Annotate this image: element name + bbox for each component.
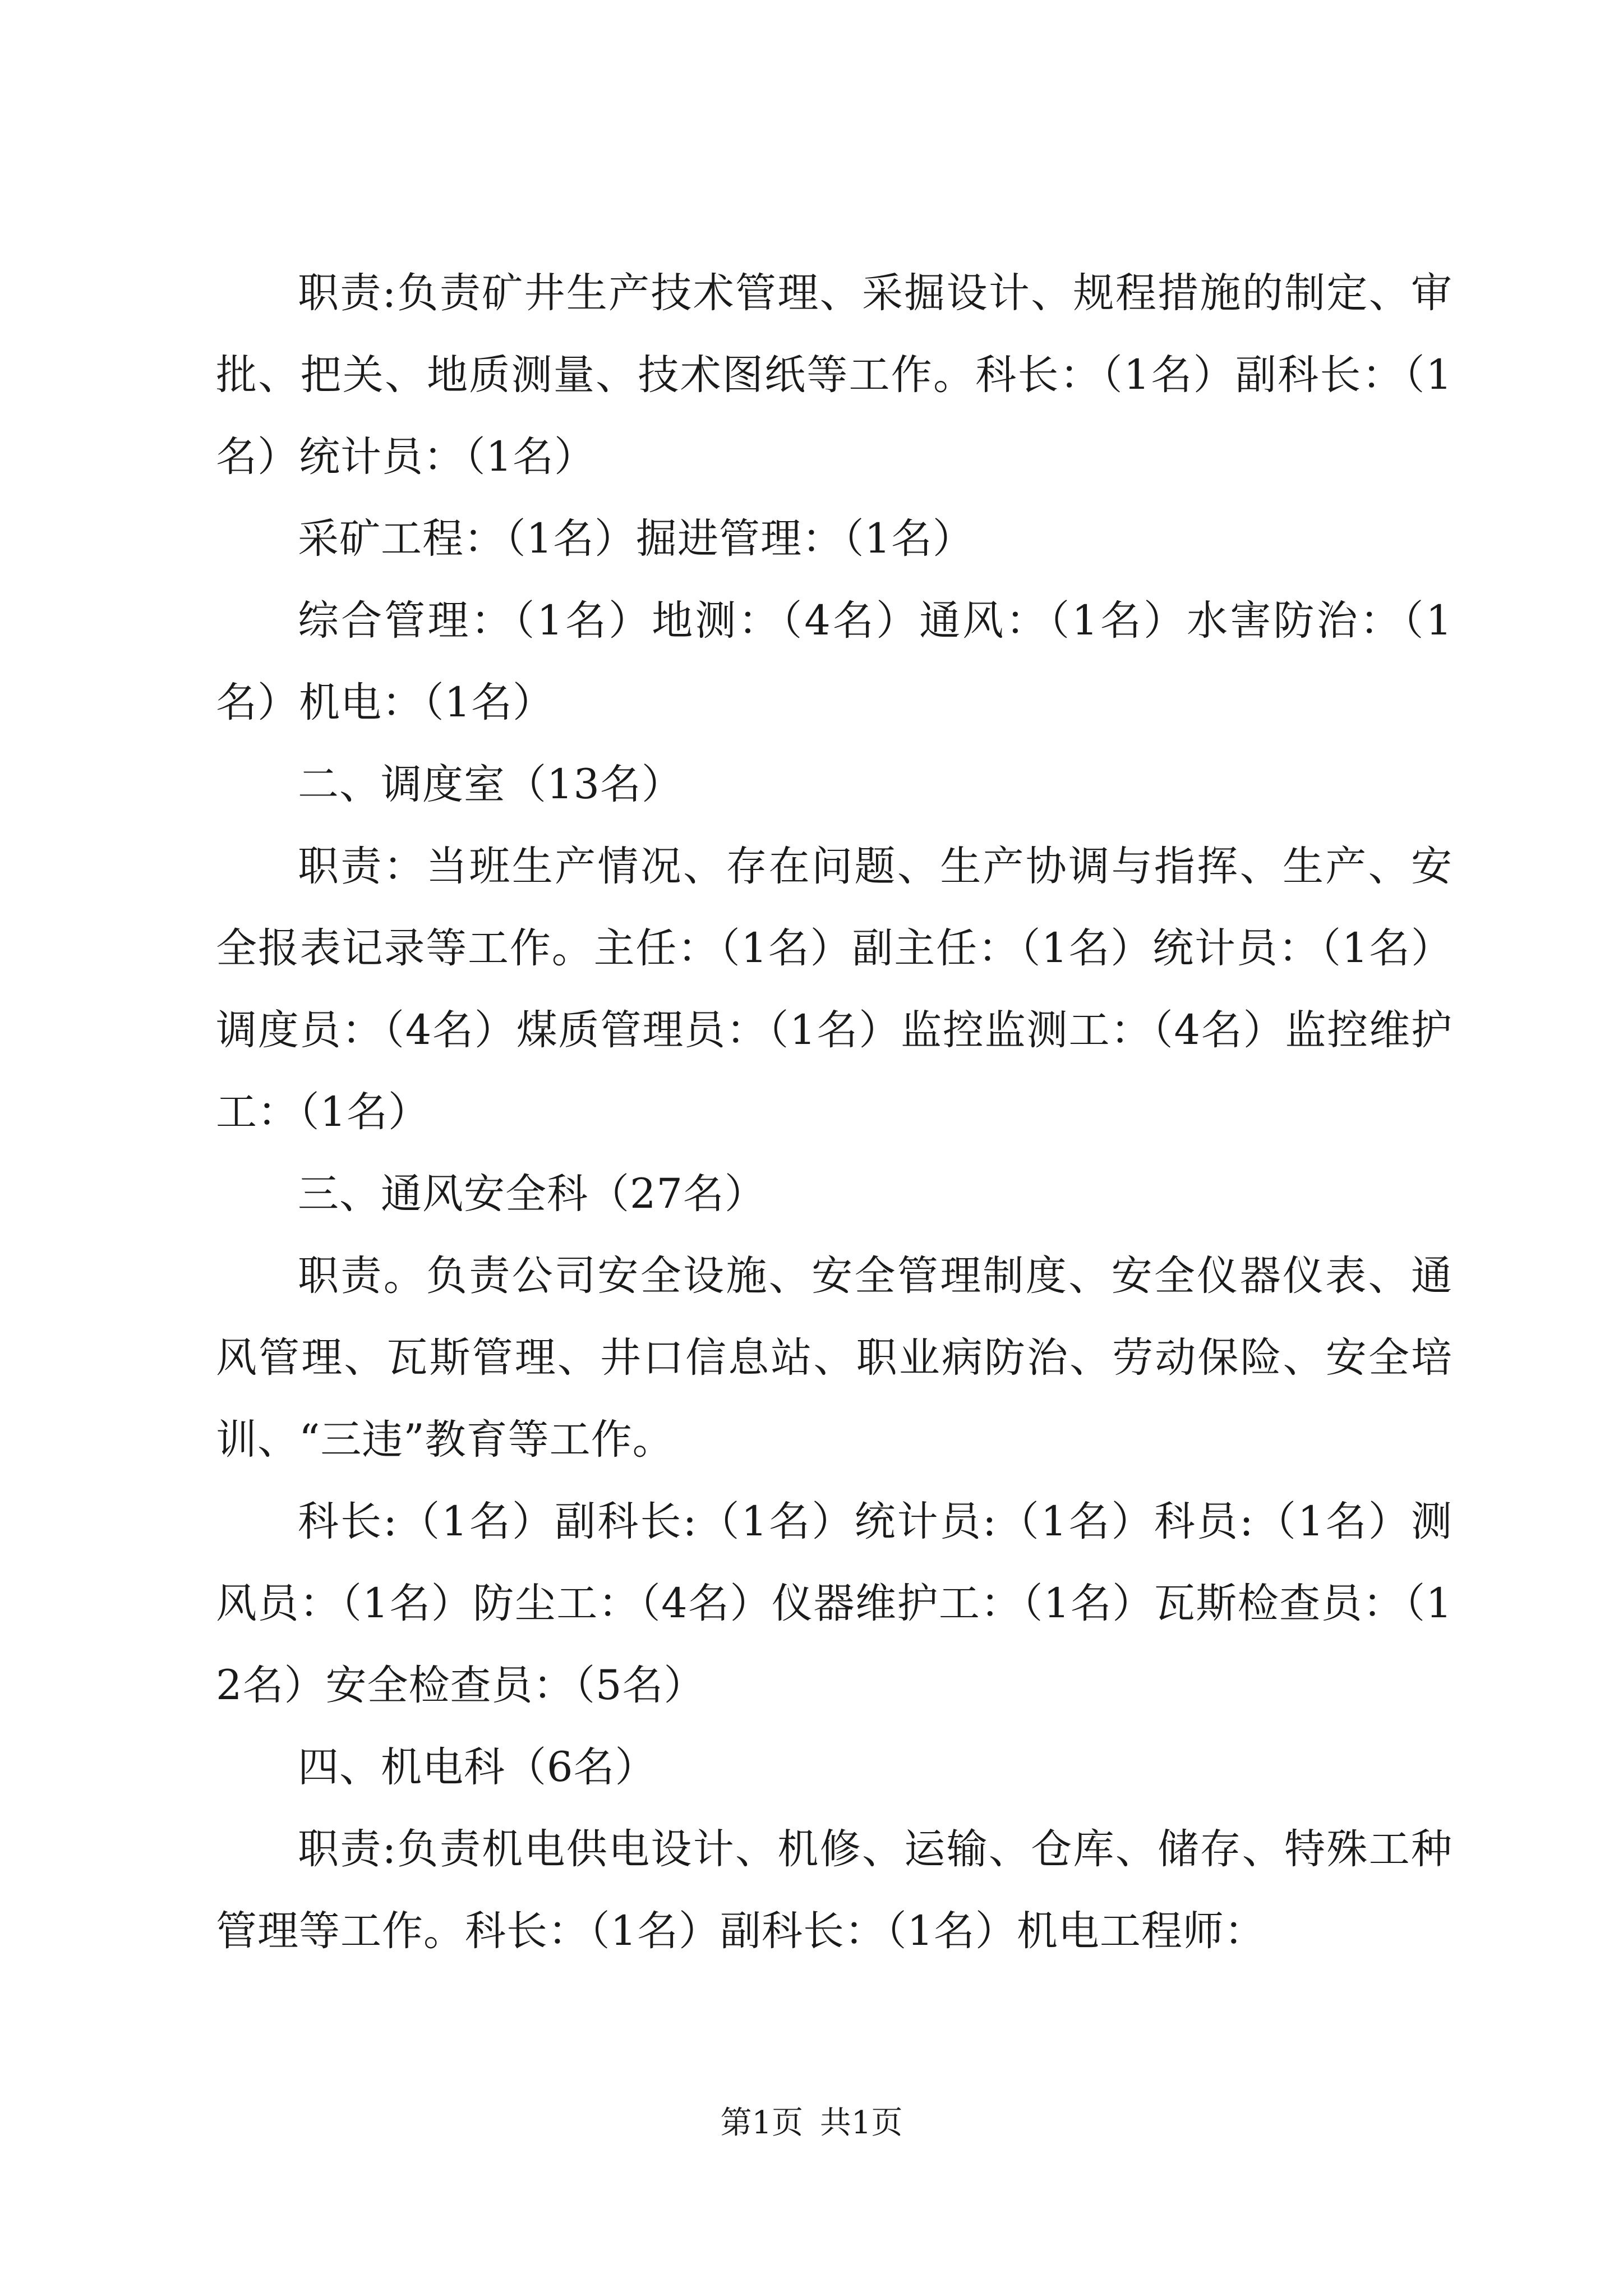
mech-section-heading: 四、机电科（6名）: [298, 1743, 657, 1791]
safety-duties-paragraph: 职责。负责公司安全设施、安全管理制度、安全仪器仪表、通风管理、瓦斯管理、井口信息站、职业病防治、劳动保险、安全培训、“三违”教育等工作。: [216, 1252, 1453, 1464]
tech-staff-paragraph-2: 综合管理：（1名）地测：（4名）通风：（1名）水害防治：（1名）机电：（1名）: [216, 597, 1453, 726]
dispatch-section-heading: 二、调度室（13名）: [298, 761, 683, 808]
tech-staff-paragraph-1: 采矿工程：（1名）掘进管理：（1名）: [298, 515, 974, 563]
page-total: 共1页: [819, 2105, 903, 2141]
safety-staff-paragraph: 科长:（1名）副科长:（1名）统计员:（1名）科员:（1名）测风员：（1名）防尘工：（4名）仪器维护工：（1名）瓦斯检查员：（12名）安全检查员：（5名）: [216, 1498, 1453, 1709]
safety-section-heading: 三、通风安全科（27名）: [298, 1170, 766, 1218]
dispatch-duties-paragraph: 职责：当班生产情况、存在问题、生产协调与指挥、生产、安全报表记录等工作。主任：（1名）副主任：（1名）统计员：（1名）调度员：（4名）煤质管理员：（1名）监控监测工：（4名）监控维护工：（1名）: [216, 843, 1453, 1136]
mech-duties-paragraph: 职责:负责机电供电设计、机修、运输、仓库、储存、特殊工种管理等工作。科长：（1名）副科长：（1名）机电工程师：: [216, 1825, 1453, 1955]
page-footer: [0, 2101, 1623, 2146]
document-body: [216, 252, 1453, 1972]
page-number: 第1页: [720, 2105, 804, 2141]
tech-duties-paragraph: 职责:负责矿井生产技术管理、采掘设计、规程措施的制定、审批、把关、地质测量、技术图纸等工作。科长：（1名）副科长：（1名）统计员：（1名）: [216, 269, 1453, 481]
